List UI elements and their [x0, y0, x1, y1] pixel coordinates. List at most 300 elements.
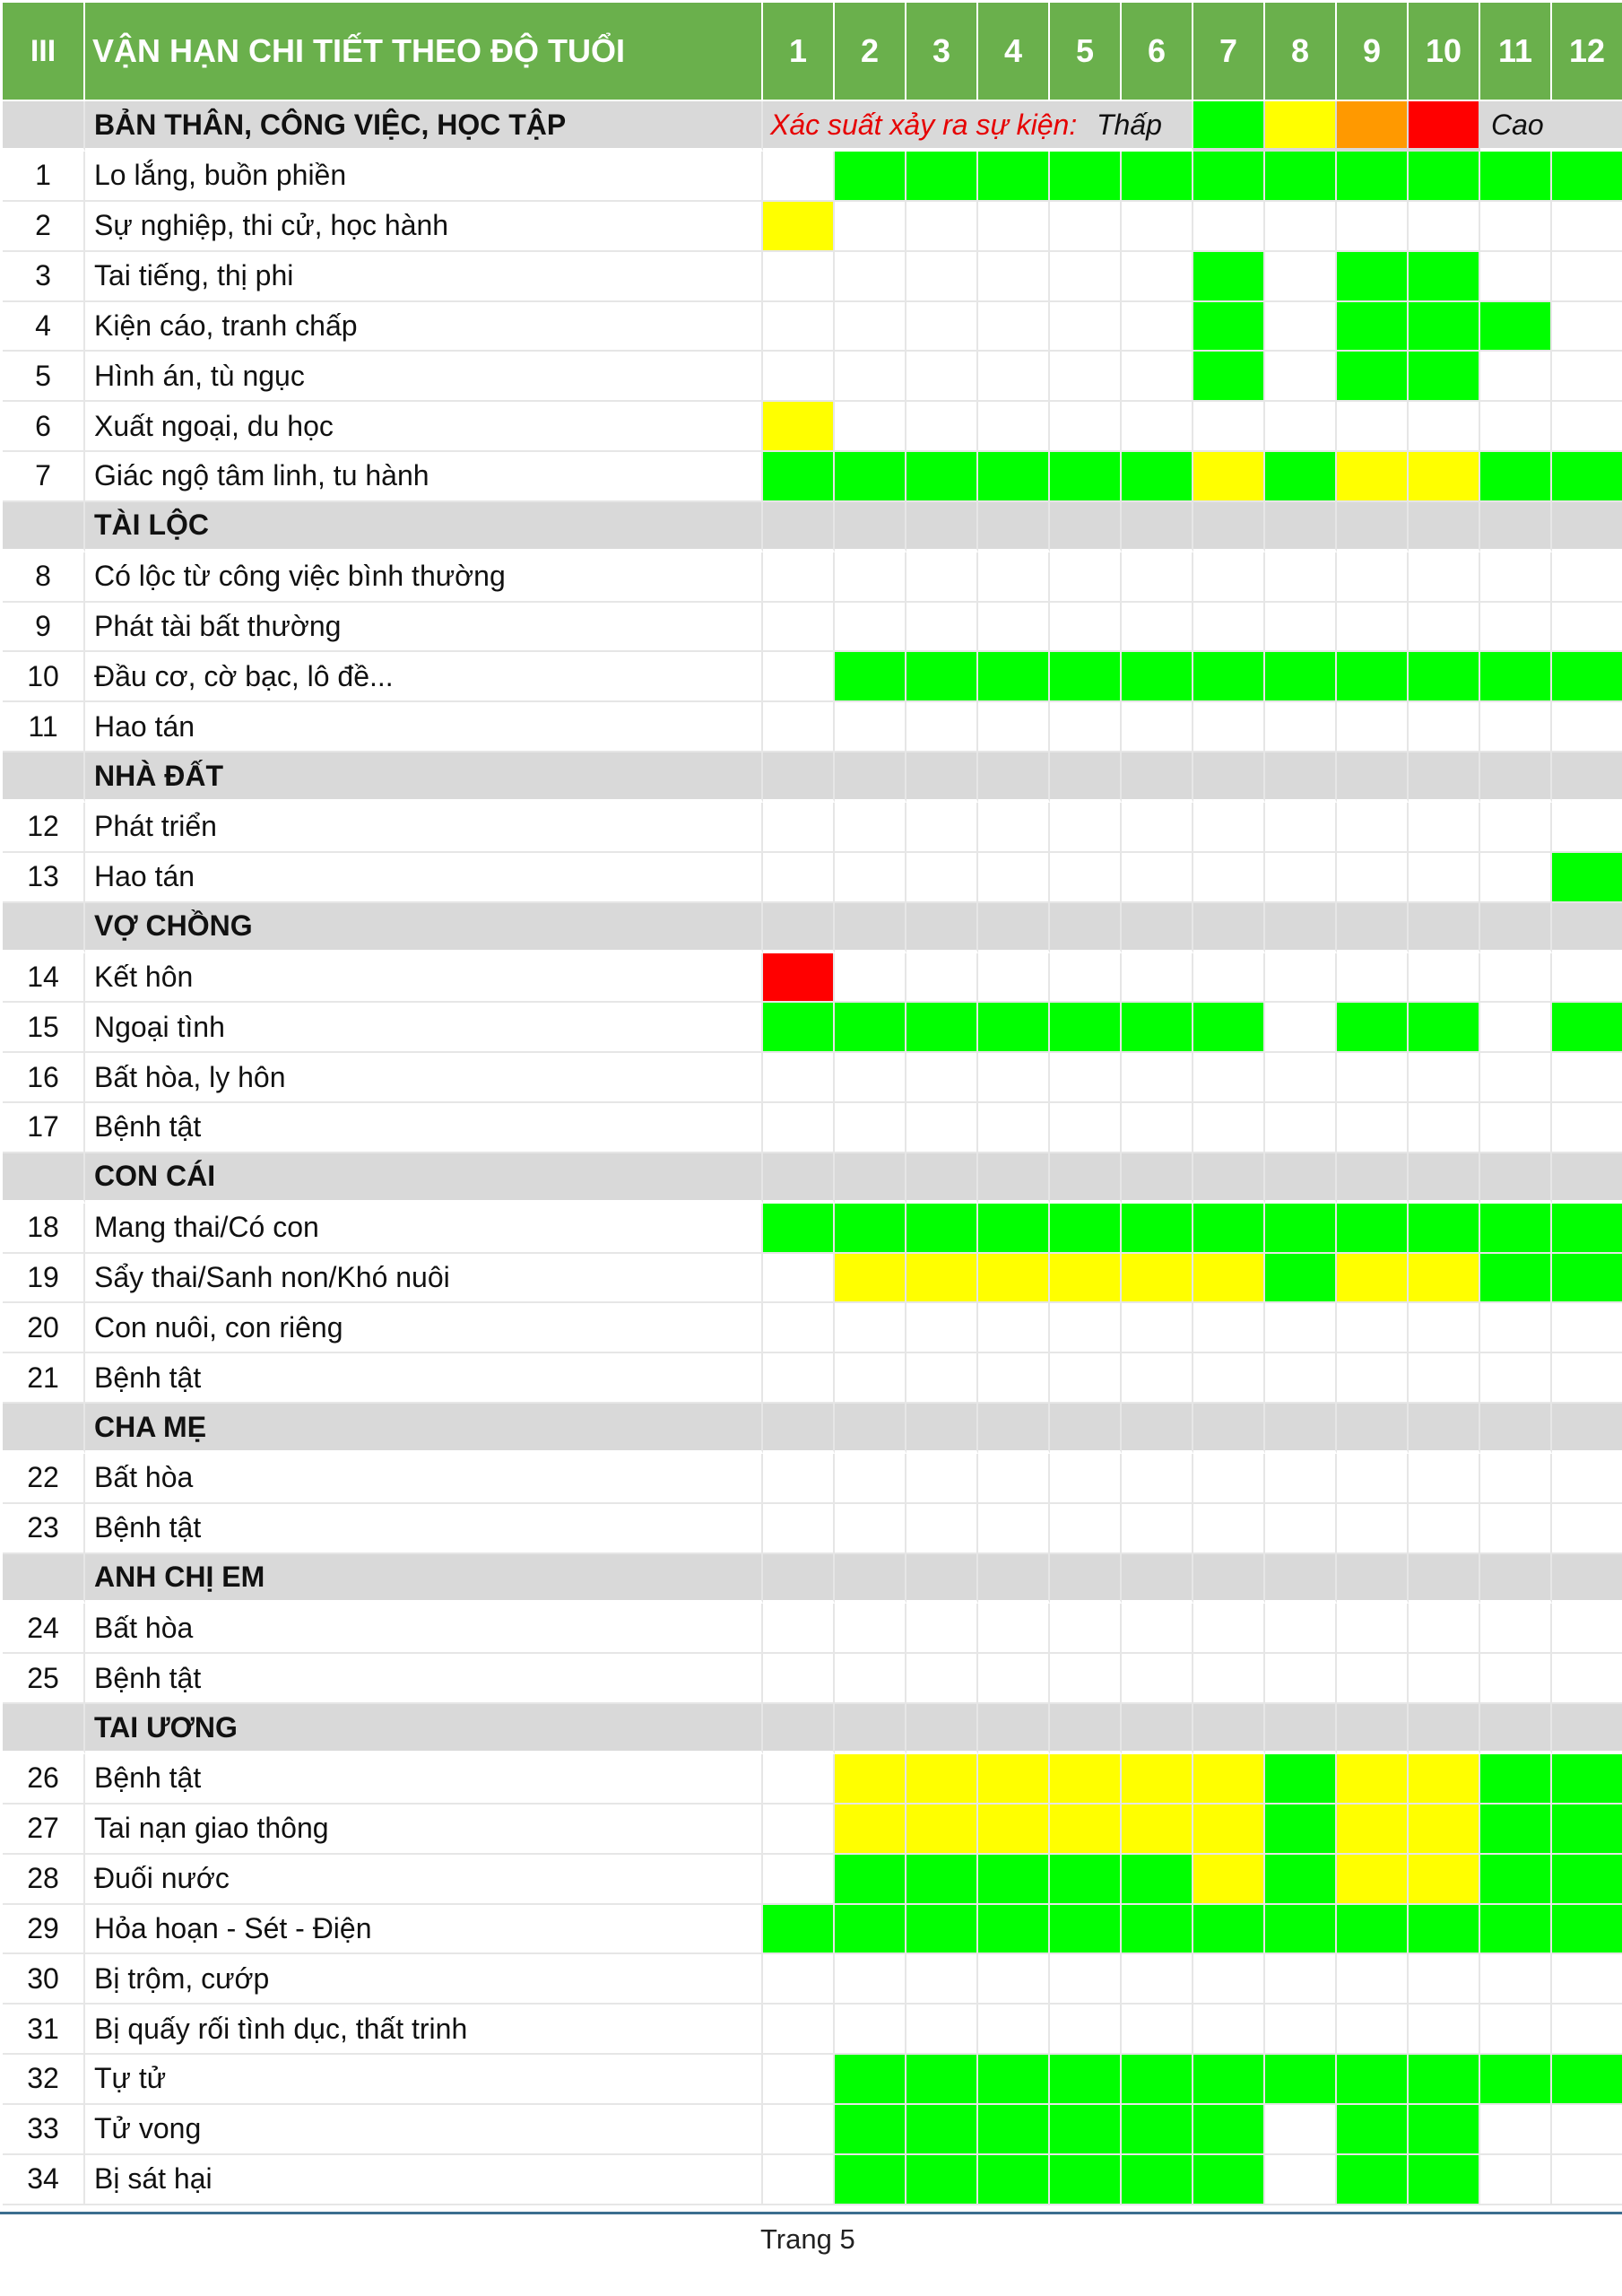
- probability-cell: [906, 2155, 978, 2205]
- section-age-cell: [1122, 1554, 1193, 1605]
- probability-cell: [1265, 402, 1337, 452]
- probability-cell: [1050, 352, 1122, 402]
- probability-cell: [1552, 302, 1622, 352]
- row-label: Tai tiếng, thị phi: [85, 252, 763, 302]
- probability-cell: [1337, 652, 1409, 702]
- probability-cell: [1122, 1954, 1193, 2005]
- probability-cell: [1480, 452, 1552, 502]
- section-age-cell: [1480, 1153, 1552, 1204]
- section-row-spacer: [3, 502, 85, 552]
- probability-cell: [763, 302, 835, 352]
- section-age-cell: [1265, 1153, 1337, 1204]
- probability-cell: [1122, 1204, 1193, 1254]
- section-age-cell: [1409, 502, 1480, 552]
- probability-cell: [1552, 1053, 1622, 1103]
- probability-cell: [1122, 853, 1193, 903]
- probability-cell: [835, 652, 906, 702]
- probability-cell: [1122, 953, 1193, 1004]
- probability-cell: [906, 1805, 978, 1855]
- probability-cell: [835, 202, 906, 252]
- probability-cell: [906, 402, 978, 452]
- probability-cell: [978, 1504, 1050, 1554]
- row-label: Sự nghiệp, thi cử, học hành: [85, 202, 763, 252]
- section-age-cell: [978, 1554, 1050, 1605]
- probability-cell: [1409, 2105, 1480, 2155]
- probability-cell: [1193, 152, 1265, 202]
- section-age-cell: [1193, 752, 1265, 803]
- probability-cell: [1552, 702, 1622, 752]
- probability-cell: [1050, 2155, 1122, 2205]
- legend-text: Xác suất xảy ra sự kiện:: [763, 101, 1122, 152]
- probability-cell: [1409, 1504, 1480, 1554]
- probability-cell: [1122, 152, 1193, 202]
- probability-cell: [1265, 1504, 1337, 1554]
- probability-cell: [1122, 1003, 1193, 1053]
- probability-cell: [1193, 1905, 1265, 1955]
- probability-cell: [1050, 702, 1122, 752]
- row-label: Con nuôi, con riêng: [85, 1303, 763, 1353]
- section-heading: ANH CHỊ EM: [85, 1554, 763, 1605]
- probability-cell: [1409, 702, 1480, 752]
- legend-low-label: Thấp: [1086, 101, 1193, 152]
- section-age-cell: [1409, 1554, 1480, 1605]
- row-label: Phát tài bất thường: [85, 603, 763, 653]
- probability-cell: [1337, 1805, 1409, 1855]
- probability-cell: [835, 853, 906, 903]
- probability-cell: [835, 302, 906, 352]
- row-label: Giác ngộ tâm linh, tu hành: [85, 452, 763, 502]
- probability-cell: [1552, 1604, 1622, 1654]
- probability-cell: [1409, 1604, 1480, 1654]
- section-age-cell: [1122, 502, 1193, 552]
- probability-cell: [1265, 2055, 1337, 2105]
- probability-cell: [978, 1604, 1050, 1654]
- section-age-cell: [1409, 1153, 1480, 1204]
- probability-cell: [1552, 1254, 1622, 1304]
- probability-cell: [835, 2155, 906, 2205]
- row-number: 3: [3, 252, 85, 302]
- probability-cell: [1265, 652, 1337, 702]
- probability-cell: [1050, 1254, 1122, 1304]
- probability-cell: [1480, 2055, 1552, 2105]
- probability-cell: [1193, 252, 1265, 302]
- probability-cell: [835, 1905, 906, 1955]
- probability-cell: [1480, 352, 1552, 402]
- probability-cell: [1480, 1254, 1552, 1304]
- row-label: Hình án, tù ngục: [85, 352, 763, 402]
- probability-cell: [1480, 652, 1552, 702]
- probability-cell: [978, 2005, 1050, 2055]
- probability-cell: [1050, 2005, 1122, 2055]
- section-age-cell: [906, 903, 978, 953]
- probability-cell: [1193, 2105, 1265, 2155]
- probability-cell: [1480, 1654, 1552, 1704]
- probability-cell: [1480, 1003, 1552, 1053]
- probability-cell: [763, 2055, 835, 2105]
- probability-cell: [1193, 1855, 1265, 1905]
- section-heading: CON CÁI: [85, 1153, 763, 1204]
- probability-cell: [763, 1905, 835, 1955]
- section-age-cell: [906, 1704, 978, 1754]
- section-heading: NHÀ ĐẤT: [85, 752, 763, 803]
- probability-cell: [978, 853, 1050, 903]
- section-age-cell: [1122, 1704, 1193, 1754]
- probability-cell: [763, 202, 835, 252]
- probability-cell: [1337, 402, 1409, 452]
- row-label: Bị sát hại: [85, 2155, 763, 2205]
- section-age-cell: [1552, 1554, 1622, 1605]
- row-label: Tử vong: [85, 2105, 763, 2155]
- probability-cell: [1122, 1604, 1193, 1654]
- probability-cell: [1552, 252, 1622, 302]
- probability-cell: [906, 352, 978, 402]
- probability-cell: [1480, 552, 1552, 603]
- probability-cell: [1265, 1254, 1337, 1304]
- probability-cell: [1552, 452, 1622, 502]
- probability-cell: [1265, 702, 1337, 752]
- probability-cell: [1122, 1754, 1193, 1805]
- probability-cell: [1265, 1954, 1337, 2005]
- section-age-cell: [1050, 1554, 1122, 1605]
- probability-cell: [1122, 1905, 1193, 1955]
- row-number: 18: [3, 1204, 85, 1254]
- section-age-cell: [1050, 903, 1122, 953]
- section-age-cell: [763, 1704, 835, 1754]
- probability-cell: [906, 1254, 978, 1304]
- probability-cell: [1552, 1454, 1622, 1504]
- probability-cell: [763, 1754, 835, 1805]
- probability-cell: [835, 702, 906, 752]
- probability-cell: [1337, 1303, 1409, 1353]
- section-age-cell: [1337, 1153, 1409, 1204]
- probability-cell: [1193, 603, 1265, 653]
- probability-cell: [1050, 652, 1122, 702]
- probability-cell: [1409, 1454, 1480, 1504]
- section-age-cell: [978, 903, 1050, 953]
- probability-cell: [1552, 2055, 1622, 2105]
- probability-cell: [1050, 1454, 1122, 1504]
- probability-cell: [1480, 1754, 1552, 1805]
- probability-cell: [1050, 1053, 1122, 1103]
- row-number: 1: [3, 152, 85, 202]
- row-label: Tai nạn giao thông: [85, 1805, 763, 1855]
- section-age-cell: [1552, 1153, 1622, 1204]
- probability-cell: [1193, 352, 1265, 402]
- row-label: Tự tử: [85, 2055, 763, 2105]
- probability-cell: [1480, 152, 1552, 202]
- probability-cell: [906, 1954, 978, 2005]
- section-age-cell: [906, 1554, 978, 1605]
- section-age-cell: [1409, 752, 1480, 803]
- probability-cell: [1050, 1905, 1122, 1955]
- probability-cell: [1480, 302, 1552, 352]
- probability-cell: [835, 1353, 906, 1404]
- age-fortune-table: [3, 3, 1622, 2205]
- legend-swatch-2: [1265, 101, 1337, 152]
- row-number: 10: [3, 652, 85, 702]
- section-age-cell: [835, 903, 906, 953]
- probability-cell: [1265, 1204, 1337, 1254]
- row-label: Bệnh tật: [85, 1654, 763, 1704]
- probability-cell: [1050, 603, 1122, 653]
- section-age-cell: [1552, 752, 1622, 803]
- probability-cell: [1122, 1855, 1193, 1905]
- legend-high-label: Cao: [1480, 101, 1622, 152]
- section-age-cell: [1480, 1704, 1552, 1754]
- probability-cell: [906, 1754, 978, 1805]
- section-heading: CHA MẸ: [85, 1404, 763, 1454]
- probability-cell: [763, 1954, 835, 2005]
- probability-cell: [978, 652, 1050, 702]
- section-age-cell: [1337, 903, 1409, 953]
- probability-cell: [1337, 853, 1409, 903]
- section-age-cell: [1122, 1404, 1193, 1454]
- probability-cell: [1337, 953, 1409, 1004]
- probability-cell: [1337, 202, 1409, 252]
- age-header-8: 8: [1265, 3, 1337, 101]
- probability-cell: [1337, 302, 1409, 352]
- probability-cell: [906, 803, 978, 853]
- probability-cell: [1552, 953, 1622, 1004]
- section-heading: TÀI LỘC: [85, 502, 763, 552]
- probability-cell: [978, 702, 1050, 752]
- row-number: 13: [3, 853, 85, 903]
- section-age-cell: [1265, 1404, 1337, 1454]
- probability-cell: [1265, 1454, 1337, 1504]
- probability-cell: [1409, 1053, 1480, 1103]
- probability-cell: [1122, 702, 1193, 752]
- probability-cell: [978, 402, 1050, 452]
- probability-cell: [1552, 1204, 1622, 1254]
- section-age-cell: [1193, 1554, 1265, 1605]
- section-age-cell: [1265, 903, 1337, 953]
- probability-cell: [763, 603, 835, 653]
- probability-cell: [1552, 1353, 1622, 1404]
- section-age-cell: [978, 1404, 1050, 1454]
- probability-cell: [1480, 1604, 1552, 1654]
- probability-cell: [835, 1003, 906, 1053]
- probability-cell: [906, 1504, 978, 1554]
- row-label: Có lộc từ công việc bình thường: [85, 552, 763, 603]
- probability-cell: [835, 552, 906, 603]
- probability-cell: [1409, 1855, 1480, 1905]
- probability-cell: [978, 1353, 1050, 1404]
- probability-cell: [1480, 2105, 1552, 2155]
- section-age-cell: [1050, 1704, 1122, 1754]
- section-age-cell: [763, 903, 835, 953]
- probability-cell: [978, 1654, 1050, 1704]
- section-age-cell: [1122, 752, 1193, 803]
- probability-cell: [978, 552, 1050, 603]
- probability-cell: [1122, 1254, 1193, 1304]
- probability-cell: [835, 452, 906, 502]
- probability-cell: [1122, 252, 1193, 302]
- probability-cell: [978, 352, 1050, 402]
- probability-cell: [1265, 452, 1337, 502]
- probability-cell: [1337, 2155, 1409, 2205]
- probability-cell: [1265, 603, 1337, 653]
- row-number: 6: [3, 402, 85, 452]
- row-label: Mang thai/Có con: [85, 1204, 763, 1254]
- probability-cell: [1409, 1754, 1480, 1805]
- row-number: 15: [3, 1003, 85, 1053]
- probability-cell: [906, 1905, 978, 1955]
- row-label: Kết hôn: [85, 953, 763, 1004]
- probability-cell: [1050, 953, 1122, 1004]
- age-header-1: 1: [763, 3, 835, 101]
- probability-cell: [1193, 552, 1265, 603]
- probability-cell: [1193, 2005, 1265, 2055]
- probability-cell: [906, 1204, 978, 1254]
- row-number: 28: [3, 1855, 85, 1905]
- row-number: 22: [3, 1454, 85, 1504]
- row-label: Lo lắng, buồn phiền: [85, 152, 763, 202]
- probability-cell: [906, 302, 978, 352]
- section-age-cell: [763, 1554, 835, 1605]
- probability-cell: [835, 1454, 906, 1504]
- row-label: Bị quấy rối tình dục, thất trinh: [85, 2005, 763, 2055]
- probability-cell: [1409, 202, 1480, 252]
- section-age-cell: [763, 1153, 835, 1204]
- section-age-cell: [1050, 1404, 1122, 1454]
- probability-cell: [1552, 2155, 1622, 2205]
- probability-cell: [1122, 302, 1193, 352]
- section-age-cell: [1480, 1404, 1552, 1454]
- probability-cell: [1480, 1504, 1552, 1554]
- probability-cell: [1193, 1353, 1265, 1404]
- probability-cell: [1193, 853, 1265, 903]
- probability-cell: [1122, 1454, 1193, 1504]
- section-age-cell: [978, 752, 1050, 803]
- probability-cell: [1337, 452, 1409, 502]
- probability-cell: [835, 2105, 906, 2155]
- probability-cell: [835, 1254, 906, 1304]
- section-age-cell: [1337, 1554, 1409, 1605]
- section-age-cell: [906, 1153, 978, 1204]
- probability-cell: [835, 1303, 906, 1353]
- probability-cell: [1337, 2055, 1409, 2105]
- probability-cell: [1122, 1303, 1193, 1353]
- row-label: Bất hòa: [85, 1454, 763, 1504]
- probability-cell: [1409, 1905, 1480, 1955]
- probability-cell: [835, 1954, 906, 2005]
- probability-cell: [763, 552, 835, 603]
- probability-cell: [1480, 853, 1552, 903]
- probability-cell: [1265, 1003, 1337, 1053]
- probability-cell: [1050, 1805, 1122, 1855]
- section-age-cell: [906, 1404, 978, 1454]
- probability-cell: [1193, 1303, 1265, 1353]
- probability-cell: [1122, 2055, 1193, 2105]
- probability-cell: [1552, 1754, 1622, 1805]
- probability-cell: [1050, 402, 1122, 452]
- probability-cell: [1337, 552, 1409, 603]
- row-label: Bệnh tật: [85, 1353, 763, 1404]
- probability-cell: [1050, 202, 1122, 252]
- probability-cell: [978, 1454, 1050, 1504]
- legend-swatch-4: [1409, 101, 1480, 152]
- probability-cell: [1480, 1805, 1552, 1855]
- probability-cell: [1552, 1103, 1622, 1153]
- age-header-4: 4: [978, 3, 1050, 101]
- section-age-cell: [1193, 502, 1265, 552]
- section-age-cell: [835, 1704, 906, 1754]
- section-age-cell: [1337, 1404, 1409, 1454]
- section-age-cell: [1337, 1704, 1409, 1754]
- probability-cell: [1337, 803, 1409, 853]
- section-heading: VỢ CHỒNG: [85, 903, 763, 953]
- probability-cell: [1409, 2005, 1480, 2055]
- probability-cell: [906, 1053, 978, 1103]
- probability-cell: [835, 352, 906, 402]
- probability-cell: [1193, 402, 1265, 452]
- probability-cell: [906, 603, 978, 653]
- probability-cell: [1480, 1103, 1552, 1153]
- probability-cell: [978, 1855, 1050, 1905]
- probability-cell: [1480, 402, 1552, 452]
- section-roman-numeral: III: [3, 3, 85, 101]
- probability-cell: [1409, 1254, 1480, 1304]
- probability-cell: [1480, 702, 1552, 752]
- probability-cell: [1552, 652, 1622, 702]
- section-age-cell: [1122, 903, 1193, 953]
- probability-cell: [835, 603, 906, 653]
- probability-cell: [1265, 1905, 1337, 1955]
- probability-cell: [1265, 1855, 1337, 1905]
- section-age-cell: [1050, 1153, 1122, 1204]
- probability-cell: [1337, 1454, 1409, 1504]
- probability-cell: [1265, 2005, 1337, 2055]
- probability-cell: [763, 402, 835, 452]
- probability-cell: [1480, 1303, 1552, 1353]
- probability-cell: [1552, 2005, 1622, 2055]
- probability-cell: [1122, 1053, 1193, 1103]
- age-header-7: 7: [1193, 3, 1265, 101]
- legend-swatch-3: [1337, 101, 1409, 152]
- probability-cell: [906, 452, 978, 502]
- probability-cell: [1337, 152, 1409, 202]
- row-number: 4: [3, 302, 85, 352]
- section-age-cell: [1193, 1153, 1265, 1204]
- probability-cell: [763, 2005, 835, 2055]
- probability-cell: [763, 1103, 835, 1153]
- probability-cell: [1050, 302, 1122, 352]
- probability-cell: [978, 1303, 1050, 1353]
- probability-cell: [1265, 853, 1337, 903]
- probability-cell: [906, 1353, 978, 1404]
- probability-cell: [1337, 1754, 1409, 1805]
- probability-cell: [1050, 152, 1122, 202]
- probability-cell: [906, 652, 978, 702]
- row-label: Hao tán: [85, 853, 763, 903]
- section-age-cell: [835, 502, 906, 552]
- section-age-cell: [1265, 502, 1337, 552]
- row-number: 14: [3, 953, 85, 1004]
- probability-cell: [835, 1204, 906, 1254]
- probability-cell: [1480, 953, 1552, 1004]
- probability-cell: [835, 1654, 906, 1704]
- probability-cell: [1265, 1053, 1337, 1103]
- row-label: Bất hòa: [85, 1604, 763, 1654]
- probability-cell: [1337, 252, 1409, 302]
- legend-swatch-1: [1193, 101, 1265, 152]
- probability-cell: [1050, 1204, 1122, 1254]
- probability-cell: [978, 1254, 1050, 1304]
- probability-cell: [763, 702, 835, 752]
- probability-cell: [1552, 803, 1622, 853]
- row-label: Ngoại tình: [85, 1003, 763, 1053]
- age-header-9: 9: [1337, 3, 1409, 101]
